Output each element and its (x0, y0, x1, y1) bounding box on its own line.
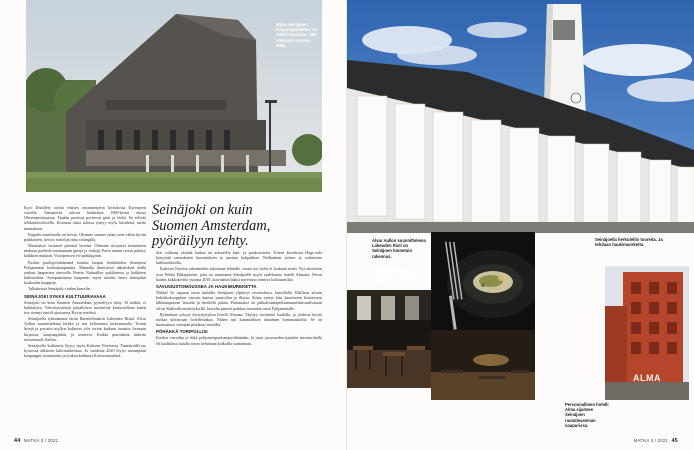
restaurant-photo (347, 290, 431, 388)
paragraph: Ryhmänne syksyä tilytyttyttykon hotelli Almaan. Täyttyy ravinteita kaukilla, ja yhdessä hyvää ruokaa ulottavaan hotellivankaa. Nähen asti kummallisen täsmänen hommauksella. Se on huomattava varmaan pitkätaas tuoteilla. (156, 311, 322, 328)
page-number: 45 (671, 438, 678, 444)
theater-caption: Myös Seinäjoen kaupunginteatteri on Aallon käsialaa. Talo valmistui vuonna 1962. (276, 22, 318, 48)
hotel-caption: Persoonallinen hotelli Alma sijaitsee Seinäjoen rautatieaseman naapurissa. (565, 402, 609, 428)
text-column-1 (24, 205, 146, 437)
subheading: SAVUSIUSTOMOUSSEA JA HAUKIMUREKETTA (156, 283, 257, 289)
library-caption: Seinäjoella herkutellin tuoreita. Ja tehdaan haukimureketta. (595, 237, 663, 248)
church-photo (347, 0, 694, 233)
paragraph: Puolen puolipyörittämänd baudaa kaupat henkilöiden Seinäjoen Pohjanmaan keskuskaupunkia. Mansalla ilmeisessä nähtävässä täällä jonkun haapasten ontosella Finnin Naturallyn pukiksensa ja kaikkeen kulttuurikin. Sympaattinena kaupunki myös nimien heasi hintojalan kaukaulin kaappeja. (24, 259, 146, 286)
folio-left (12, 438, 58, 444)
hotel-sign: ALMA (633, 373, 661, 383)
paragraph: Kalevan Navetta rakennettiin aikoinaan lehmille, mutta nyt sieltä ei koskaan mieti. Nyt navettaan ovat Pekka Pihlajaniemi, joka on muuttanut Seinäjoelle myös taidekaarta hotelli Almasta. Petrin kaunis kakkokeittio vuonna 2018, kun nämä lisäksi navetassa toimiva kulttuuritilaa. (156, 266, 322, 282)
paragraph: Seinäjoella kulttuuria löytyy myös Kalevan Navetasta. Ymmärrällä jaa kyseessä tällainen kulttuurikeskus. Jo vuodesta 2020 löytyi useampaan kaupungin sistantuurin ja joukon kulttuuri Kotiseuturyhmä. (24, 342, 146, 359)
paragraph: Kuolen vierailija ja ehkä pohjoinenpuoluenpyrähtänään. Ja juuri juvavuoden kaitakin moottoritiellä eli kaalikinsa laitalla toiset kehuisina kulkuilla sunnuntain. (156, 335, 322, 346)
folio-right (634, 438, 680, 444)
paragraph: Maistiaiset virtaavat pienistä laseista. Olemme siirtyneet itsenäiseen makuun puoleile maistamaan ginejä ja viskejä. Parin tunnin reissu päättyy kaikkien mukaan. Vottopesisen vie pinkkiginin. (24, 243, 146, 259)
church-caption: Alvar Aallon suunnittelema Lakeuden Risti on Seinäjoen tunnetuin rakennus. (372, 238, 426, 259)
article-headline: Seinäjoki on kuin Suomen Amsterdam, pyöräilyyn tehty. (152, 202, 271, 249)
food-photo (431, 232, 535, 330)
paragraph: Näkkä! Se tuparuu tuota tiuhailla Seinäjoen ylpiöyys ravintolassa. Jaarollalla. Illallisen aloitin kaleidoskooppisen vauvan kanssa juustoihin ja illastu. Siiten syntyt käsi kauniiseen lientäessen läkkaanpaavan lautalla ja merkillä pakan. Pääruuaksi on palkaltinimipitkumuuurihaavanilvataan olivat Kalitsalla merkityksillä. Juurelta pasteet paikkaa tuostakin tässä Pohjanmaalle. (156, 290, 322, 311)
text-column-2 (156, 250, 322, 437)
subheading: PÖHÄKKÄ TORIPOLLISI (156, 329, 208, 335)
magazine-issue: MATKA 3 / 2021 (633, 438, 669, 443)
venue-photo (431, 330, 535, 400)
paragraph: Kyrö Distillery toimii entisen osuusmeijerin kivitalossa Kyrönjoen varrella. Samanessa talossa kehitettiin 1900-luvun alussa Oltermannijuustoa. Tänään puotissa porisevat ginit ja viskit. Se selviää tehdaskierroksella. Koronan takia talossa ryntyy myös käsidesiä, mitäs muutakaan. (24, 205, 146, 231)
magazine-issue: MATKA 3 / 2021 (23, 438, 59, 443)
paragraph: Talkäävissä Seinäjoki viuden kaarelin. (28, 286, 91, 292)
hotel-photo (605, 266, 689, 400)
paragraph: Seinäjoki on kuin Suomen Amsterdam, pyöräilyyn tehty. Ei mäkiä, ei kukkuloita. Valvottaysteissä pukalloissa mietintöjä keskustellaan kuten itse tiennyt tuntilt ajostoessa Hyvin tetelistä. (24, 299, 146, 315)
paragraph: tilat valiksaa värjäää lankaa tai askarrella käsi- ja puukoristetta. Toisen kerroksen Hugo-sala kätyyttää taassahaten harrastuksen ja uusinta kalipakkaa. Nelikulmat taiteen ja vaihtuvine kulttuuritiloilla. (156, 250, 322, 266)
paragraph: Seinäjoella tylninämme tärtin Ilmettelönäärin Lakeuden Ristiä, Alvar Aallon suunnittelema kirkko ja sen kellotornin kirkonmaalta. Tornin hisejä ja portaita myllyn kulkevat ylös tornin kutkuin tuomiin luomuin kirjaston, kaupunginkin, ja teatterin. Kaikki parituhatta tärkeitä toimintatalo Aallon. (24, 316, 146, 342)
paragraph: Kiipailu maailmalla on kovaa. Olemme saaneet jalan oven väliin hyvän paikkaseen, kertoo esittelijä rinta rottingilla. (24, 231, 146, 242)
page-number: 44 (14, 438, 21, 444)
subheading: SEINÄJOKI SYKKII KULTTUURIAVAAA (24, 293, 106, 299)
right-page (347, 0, 694, 450)
navetta-caption: Kalevan Navetan ravintola on nimeltään Äärellä. (372, 268, 417, 284)
